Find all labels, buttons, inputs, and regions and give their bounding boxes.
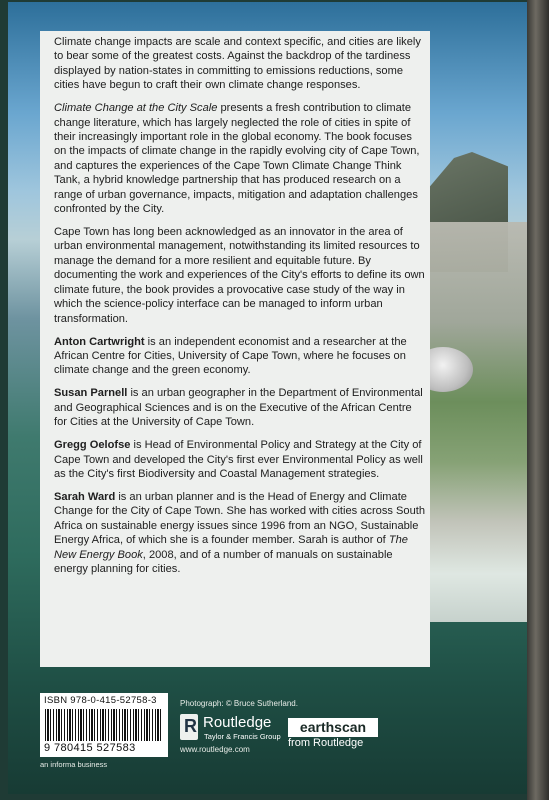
cape-town-cityscape-photo xyxy=(428,222,538,622)
isbn-text: ISBN 978-0-415-52758-3 xyxy=(44,695,157,706)
author-name: Anton Cartwright xyxy=(54,335,145,348)
photo-credit: Photograph: © Bruce Sutherland. xyxy=(180,699,298,708)
author-name: Sarah Ward xyxy=(54,490,116,503)
book-spine-edge xyxy=(527,0,549,800)
author-bio: Gregg Oelofse is Head of Environmental Policy and Strategy at the City of Cape Town and developed the City's first ever Environmental Policy as well as the City's first Biodiversity and Coastal Management strategies. xyxy=(54,439,423,480)
blurb-paragraph-3: Cape Town has long been acknowledged as an innovator in the area of urban environmental management, notwithstanding its limited resources to manage the demand for a more resilient and equitable future. By documenting the work and experiences of the City's efforts to define its own climate future, the book provides a provocative case study of the way in which the science-policy interface can be managed to inform urban transformation. xyxy=(54,226,425,325)
book-title: Climate Change at the City Scale xyxy=(54,102,218,115)
publisher-url: www.routledge.com xyxy=(180,745,250,754)
informa-tagline: an informa business xyxy=(40,760,108,769)
imprint-from: from Routledge xyxy=(288,737,364,749)
barcode-number: 9 780415 527583 xyxy=(44,742,136,754)
author-name: Susan Parnell xyxy=(54,387,128,400)
earthscan-logo: earthscan xyxy=(288,718,378,737)
author-name: Gregg Oelofse xyxy=(54,439,131,452)
author-bio: Anton Cartwright is an independent economist and a researcher at the African Centre for Cities, University of Cape Town, where he focuses on climate change and the green economy. xyxy=(54,335,407,377)
publisher-name: Routledge xyxy=(203,714,272,731)
blurb-text xyxy=(54,35,426,585)
barcode-icon xyxy=(45,709,163,741)
author-bio: Sarah Ward is an urban planner and is the Head of Energy and Climate Change for the City of Cape Town. She has worked with cities across South Africa on sustainable energy issues since 1996 from an NGO, Sustainable Energy Africa, of which she is a founder member. Sarah is author of The New Energy Book, 2008, and of a number of manuals on sustainable energy planning for cities. xyxy=(54,490,426,575)
routledge-logo-icon: R xyxy=(180,714,198,740)
publisher-group: Taylor & Francis Group xyxy=(204,732,281,741)
blurb-paragraph-2: Climate Change at the City Scale presents a fresh contribution to climate change literature, which has largely neglected the role of cities in spite of their increasingly important role in the global economy. The book focuses on the impacts of climate change in the rapidly evolving city of Cape Town, and captures the experiences of the Cape Town Climate Change Think Tank, a hybrid knowledge partnership that has produced research on a range of urban governance, impacts, mitigation and adaptation challenges confronted by the City. xyxy=(54,102,420,216)
author-bio: Susan Parnell is an urban geographer in the Department of Environmental and Geographical Sciences and is on the Executive of the African Centre for Cities at the University of Cape Town. xyxy=(54,387,423,429)
blurb-paragraph-1: Climate change impacts are scale and context specific, and cities are likely to bear some of the greatest costs. Against the backdrop of the tardiness displayed by nation-states in committing to emissions reductions, some cities have begun to craft their own climate change responses. xyxy=(54,36,421,92)
book-title-reference: The New Energy Book xyxy=(54,534,408,561)
